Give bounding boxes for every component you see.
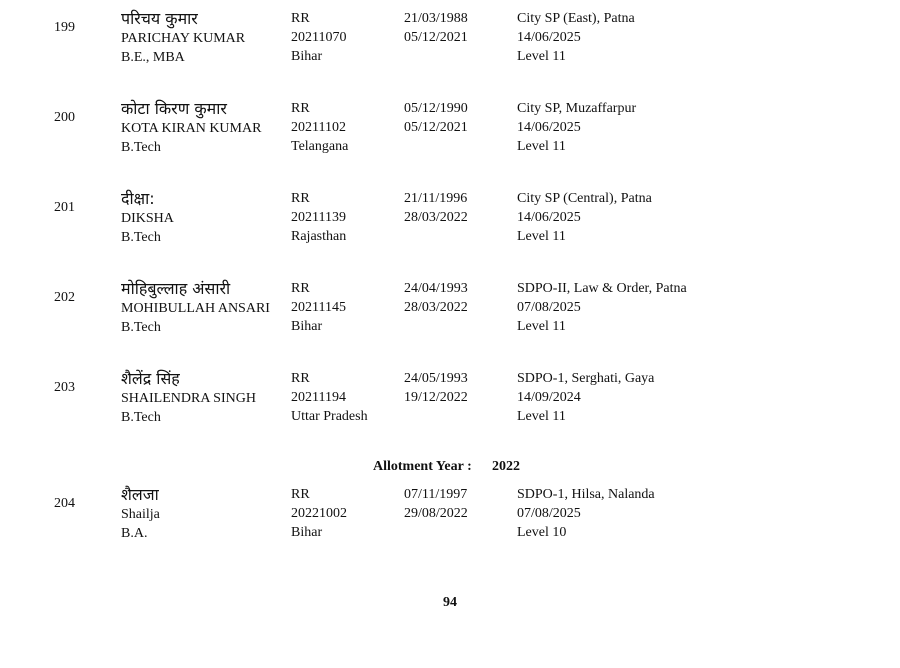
cadre-column xyxy=(291,9,346,66)
posting-date: 14/06/2025 xyxy=(517,210,581,225)
serial-number: 201 xyxy=(54,200,75,215)
pay-level: Level 11 xyxy=(517,229,566,244)
joining-date: 28/03/2022 xyxy=(404,210,468,225)
officer-record-201 xyxy=(0,189,900,249)
serial-number: 199 xyxy=(54,20,75,35)
date-of-birth: 05/12/1990 xyxy=(404,101,468,116)
name-column xyxy=(121,485,160,543)
batch-number: 20211194 xyxy=(291,390,346,405)
pay-level: Level 11 xyxy=(517,409,566,424)
officer-record-199 xyxy=(0,9,900,69)
posting-column xyxy=(517,485,655,542)
joining-date: 28/03/2022 xyxy=(404,300,468,315)
name-english: DIKSHA xyxy=(121,211,174,226)
serial-number: 204 xyxy=(54,496,75,511)
date-of-birth: 21/11/1996 xyxy=(404,191,468,206)
dates-column xyxy=(404,189,468,227)
posting-column xyxy=(517,9,635,66)
home-state: Bihar xyxy=(291,319,323,334)
posting-column xyxy=(517,99,636,156)
joining-date: 29/08/2022 xyxy=(404,506,468,521)
cadre-column xyxy=(291,369,368,426)
dates-column xyxy=(404,99,468,137)
name-hindi: दीक्षा: xyxy=(121,189,155,208)
name-english: PARICHAY KUMAR xyxy=(121,31,246,46)
name-english: MOHIBULLAH ANSARI xyxy=(121,301,270,316)
posting-column xyxy=(517,189,652,246)
serial-number: 200 xyxy=(54,110,75,125)
batch-number: 20211102 xyxy=(291,120,346,135)
qualification: B.Tech xyxy=(121,410,161,425)
pay-level: Level 10 xyxy=(517,525,567,540)
officer-record-200 xyxy=(0,99,900,159)
recruitment-type: RR xyxy=(291,371,310,386)
cadre-column xyxy=(291,99,348,156)
posting-column xyxy=(517,369,654,426)
dates-column xyxy=(404,279,468,317)
pay-level: Level 11 xyxy=(517,139,566,154)
home-state: Uttar Pradesh xyxy=(291,409,368,424)
posting: SDPO-II, Law & Order, Patna xyxy=(517,281,687,296)
recruitment-type: RR xyxy=(291,487,310,502)
posting-date: 14/06/2025 xyxy=(517,120,581,135)
home-state: Bihar xyxy=(291,49,323,64)
name-column xyxy=(121,99,261,157)
name-hindi: शैलेंद्र सिंह xyxy=(121,369,180,388)
dates-column xyxy=(404,9,468,47)
recruitment-type: RR xyxy=(291,101,310,116)
date-of-birth: 24/05/1993 xyxy=(404,371,468,386)
allotment-year-value: 2022 xyxy=(492,459,520,474)
cadre-column xyxy=(291,189,346,246)
batch-number: 20211139 xyxy=(291,210,346,225)
posting: City SP (East), Patna xyxy=(517,11,635,26)
name-hindi: परिचय कुमार xyxy=(121,9,198,28)
qualification: B.E., MBA xyxy=(121,50,185,65)
posting-date: 07/08/2025 xyxy=(517,300,581,315)
recruitment-type: RR xyxy=(291,281,310,296)
batch-number: 20211070 xyxy=(291,30,347,45)
name-column xyxy=(121,9,245,67)
name-hindi: कोटा किरण कुमार xyxy=(121,99,227,118)
officer-record-204 xyxy=(0,485,900,545)
cadre-column xyxy=(291,279,346,336)
posting: City SP, Muzaffarpur xyxy=(517,101,637,116)
joining-date: 05/12/2021 xyxy=(404,120,468,135)
batch-number: 20211145 xyxy=(291,300,346,315)
home-state: Telangana xyxy=(291,139,349,154)
page-number: 94 xyxy=(443,595,457,610)
recruitment-type: RR xyxy=(291,191,310,206)
posting: SDPO-1, Serghati, Gaya xyxy=(517,371,655,386)
batch-number: 20221002 xyxy=(291,506,347,521)
name-column xyxy=(121,279,270,337)
qualification: B.Tech xyxy=(121,140,161,155)
name-hindi: मोहिबुल्लाह अंसारी xyxy=(121,279,231,298)
qualification: B.Tech xyxy=(121,230,161,245)
dates-column xyxy=(404,369,468,407)
date-of-birth: 21/03/1988 xyxy=(404,11,468,26)
name-column xyxy=(121,189,174,247)
joining-date: 19/12/2022 xyxy=(404,390,468,405)
officer-record-202 xyxy=(0,279,900,339)
qualification: B.A. xyxy=(121,526,148,541)
posting-date: 07/08/2025 xyxy=(517,506,581,521)
name-column xyxy=(121,369,256,427)
name-english: SHAILENDRA SINGH xyxy=(121,391,256,406)
officer-record-203 xyxy=(0,369,900,429)
posting: SDPO-1, Hilsa, Nalanda xyxy=(517,487,655,502)
joining-date: 05/12/2021 xyxy=(404,30,468,45)
date-of-birth: 07/11/1997 xyxy=(404,487,468,502)
pay-level: Level 11 xyxy=(517,49,566,64)
home-state: Bihar xyxy=(291,525,323,540)
serial-number: 203 xyxy=(54,380,75,395)
dates-column xyxy=(404,485,468,523)
home-state: Rajasthan xyxy=(291,229,347,244)
cadre-column xyxy=(291,485,347,542)
recruitment-type: RR xyxy=(291,11,310,26)
posting-date: 14/09/2024 xyxy=(517,390,581,405)
allotment-year-label: Allotment Year : xyxy=(373,459,472,474)
name-english: Shailja xyxy=(121,507,160,522)
pay-level: Level 11 xyxy=(517,319,566,334)
posting: City SP (Central), Patna xyxy=(517,191,652,206)
posting-date: 14/06/2025 xyxy=(517,30,581,45)
serial-number: 202 xyxy=(54,290,75,305)
name-english: KOTA KIRAN KUMAR xyxy=(121,121,262,136)
date-of-birth: 24/04/1993 xyxy=(404,281,468,296)
posting-column xyxy=(517,279,687,336)
name-hindi: शैलजा xyxy=(121,485,159,504)
qualification: B.Tech xyxy=(121,320,161,335)
